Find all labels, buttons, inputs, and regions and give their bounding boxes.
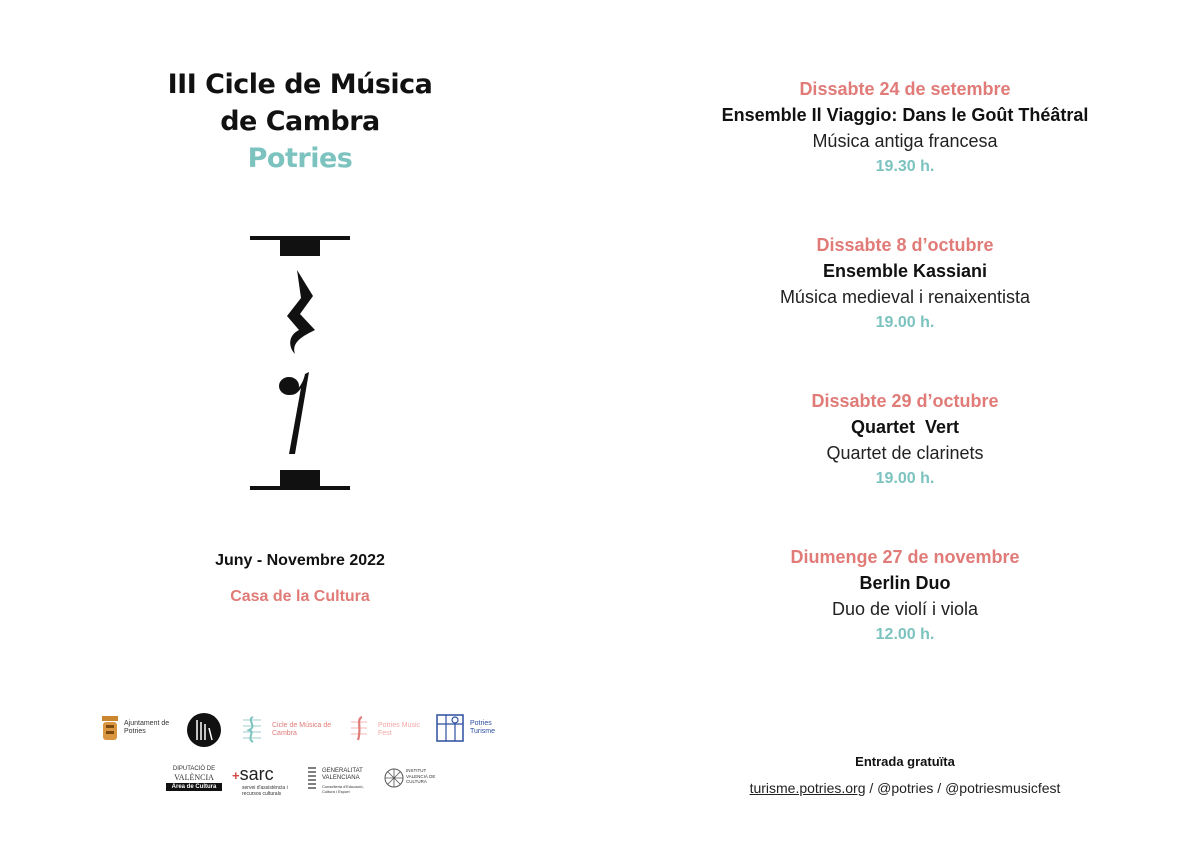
- cicle-logo-icon: [240, 714, 264, 744]
- circle-logo-icon: [186, 712, 222, 748]
- diputacio-label-mid: VALÈNCIA: [174, 773, 214, 782]
- event-venue: Casa de la Cultura: [230, 588, 370, 605]
- event-3-name: Quartet Vert: [850, 417, 960, 437]
- event-4-name: Berlin Duo: [859, 573, 951, 593]
- event-2-desc: Música medieval i renaixentista: [779, 287, 1031, 307]
- ajuntament-label: Ajuntament de Potries: [124, 720, 170, 735]
- ivc-label: INSTITUT VALENCIÀ DE CULTURA: [406, 768, 436, 784]
- event-1-time: 19.30 h.: [875, 158, 935, 175]
- event-1-desc: Música antiga francesa: [812, 131, 998, 151]
- footer-links: [700, 780, 1110, 796]
- title-line-3: Potries: [247, 143, 353, 174]
- event-2-name: Ensemble Kassiani: [822, 261, 988, 281]
- logo-diputacio: [166, 766, 222, 794]
- sarc-sublabel: servei d'assistència i recursos culturals: [242, 785, 288, 797]
- free-entry-label: Entrada gratuïta: [855, 754, 955, 769]
- title-line-2: de Cambra: [220, 106, 380, 137]
- logo-sarc: [232, 764, 292, 798]
- event-2: [700, 232, 1110, 336]
- event-1-date: Dissabte 24 de setembre: [799, 79, 1011, 99]
- event-3: [700, 388, 1110, 492]
- sarc-label: sarc: [239, 764, 274, 784]
- logo-ivc: [384, 766, 440, 794]
- logo-cicle: [240, 714, 332, 749]
- diputacio-label-bot: Àrea de Cultura: [166, 783, 222, 791]
- generalitat-shield-icon: [306, 766, 318, 794]
- generalitat-sublabel: Conselleria d'Educació, Cultura i Esport: [322, 784, 364, 794]
- event-2-time: 19.00 h.: [875, 314, 935, 331]
- event-period: Juny - Novembre 2022: [215, 552, 385, 569]
- social-handles: / @potries / @potriesmusicfest: [865, 780, 1061, 796]
- event-3-time: 19.00 h.: [875, 470, 935, 487]
- turisme-label: Potries Turisme: [470, 720, 496, 735]
- website-link[interactable]: turisme.potries.org: [749, 780, 866, 796]
- musicfest-logo-icon: [348, 714, 370, 744]
- musicfest-label: Potries Music Fest: [378, 722, 421, 737]
- event-3-desc: Quartet de clarinets: [826, 443, 984, 463]
- ajuntament-crest-icon: [100, 714, 120, 744]
- logo-turisme: [436, 714, 496, 747]
- event-4-desc: Duo de violí i viola: [831, 599, 979, 619]
- event-1: [700, 76, 1110, 180]
- cicle-label: Cicle de Música de Cambra: [272, 722, 332, 737]
- logo-generalitat: [306, 766, 376, 796]
- logo-musicfest: [348, 714, 421, 749]
- ivc-logo-icon: [384, 768, 404, 788]
- music-symbol-illustration: [245, 232, 355, 497]
- title-line-1: III Cicle de Música: [167, 69, 433, 100]
- poster-title: [100, 66, 500, 177]
- event-3-date: Dissabte 29 d’octubre: [811, 391, 999, 411]
- event-4: [700, 544, 1110, 648]
- event-4-date: Diumenge 27 de novembre: [790, 547, 1020, 567]
- generalitat-label: GENERALITAT VALENCIANA: [322, 768, 363, 781]
- event-2-date: Dissabte 8 d’octubre: [816, 235, 994, 255]
- event-4-time: 12.00 h.: [875, 626, 935, 643]
- turisme-logo-icon: [436, 714, 464, 742]
- diputacio-label-top: DIPUTACIÓ DE: [172, 766, 216, 772]
- logo-ajuntament: [100, 714, 170, 749]
- sarc-plus-icon: +: [232, 768, 240, 783]
- event-1-name: Ensemble Il Viaggio: Dans le Goût Théâtral: [721, 105, 1089, 125]
